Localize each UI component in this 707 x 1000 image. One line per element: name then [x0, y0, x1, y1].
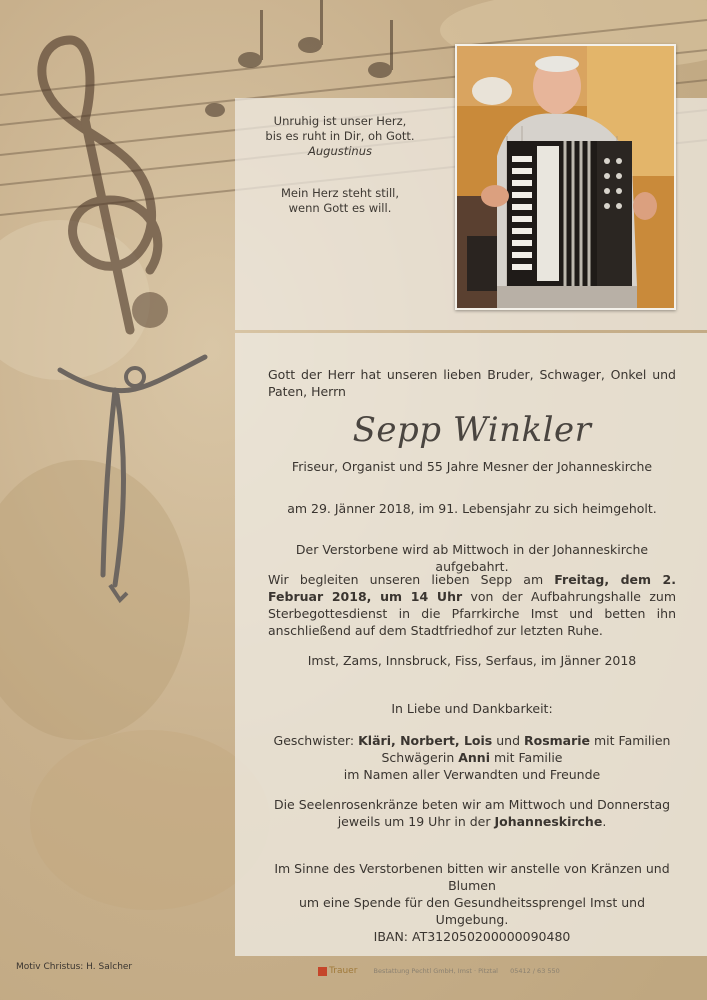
quote1-author: Augustinus	[307, 144, 372, 158]
quote1-line1: Unruhig ist unser Herz,	[273, 114, 407, 128]
family-text	[268, 732, 676, 783]
rosary-text	[268, 796, 676, 830]
donation-iban: IBAN: AT312050200000090480	[373, 929, 571, 944]
funeral-text	[268, 571, 676, 639]
rosary-line2: jeweils um 19 Uhr in der Johanneskirche.	[337, 814, 607, 829]
christus-figure-icon	[55, 345, 215, 605]
profession-text: Friseur, Organist und 55 Jahre Mesner der Johanneskirche	[291, 459, 653, 474]
logo-square-icon	[318, 967, 327, 976]
quote2-line2: wenn Gott es will.	[288, 201, 392, 215]
family-line3: im Namen aller Verwandten und Freunde	[343, 767, 601, 782]
image-credit: Motiv Christus: H. Salcher	[16, 962, 133, 972]
footer-text: Bestattung Pechtl GmbH, Imst · Pitztal	[373, 967, 498, 975]
places-text: Imst, Zams, Innsbruck, Fiss, Serfaus, im Jänner 2018	[307, 653, 637, 668]
love-text: In Liebe und Dankbarkeit:	[391, 701, 553, 716]
quote1-line2: bis es ruht in Dir, oh Gott.	[265, 129, 415, 143]
funeral-date-bold: Freitag, dem 2. Februar 2018, um 14 Uhr	[268, 572, 677, 604]
family-line1: Geschwister: Kläri, Norbert, Lois und Rosmarie mit Familien	[273, 733, 671, 748]
accordion-player-photo	[455, 44, 676, 310]
footer-phone: 05412 / 63 550	[510, 967, 560, 975]
donation-line1: Im Sinne des Verstorbenen bitten wir anstelle von Kränzen und Blumen	[274, 861, 670, 893]
donation-text	[268, 860, 676, 945]
rosary-line1: Die Seelenrosenkränze beten wir am Mittwoch und Donnerstag	[273, 797, 671, 812]
donation-line2: um eine Spende für den Gesundheitssprengel Imst und Umgebung.	[298, 895, 646, 927]
laid-out-text: Der Verstorbene wird ab Mittwoch in der Johanneskirche aufgebahrt.	[295, 542, 649, 574]
quote-herz	[240, 186, 440, 216]
footer-bar	[318, 966, 707, 980]
family-line2: Schwägerin Anni mit Familie	[381, 750, 563, 765]
death-date-text: am 29. Jänner 2018, im 91. Lebensjahr zu sich heimgeholt.	[287, 501, 657, 516]
footer-logo: Trauer	[329, 966, 358, 976]
funeral-part1: Wir begleiten unseren lieben Sepp am	[268, 572, 555, 587]
deceased-name: Sepp Winkler	[352, 410, 592, 450]
quote2-line1: Mein Herz steht still,	[280, 186, 400, 200]
intro-text: Gott der Herr hat unseren lieben Bruder, Schwager, Onkel und Paten, Herrn	[268, 367, 676, 399]
funeral-part2: von der Aufbahrungshalle zum Sterbegottesdienst in die Pfarrkirche Imst und betten ihn anschließend auf dem Stadtfriedhof zur letzten Ruhe.	[268, 589, 676, 638]
quote-augustinus	[240, 114, 440, 159]
